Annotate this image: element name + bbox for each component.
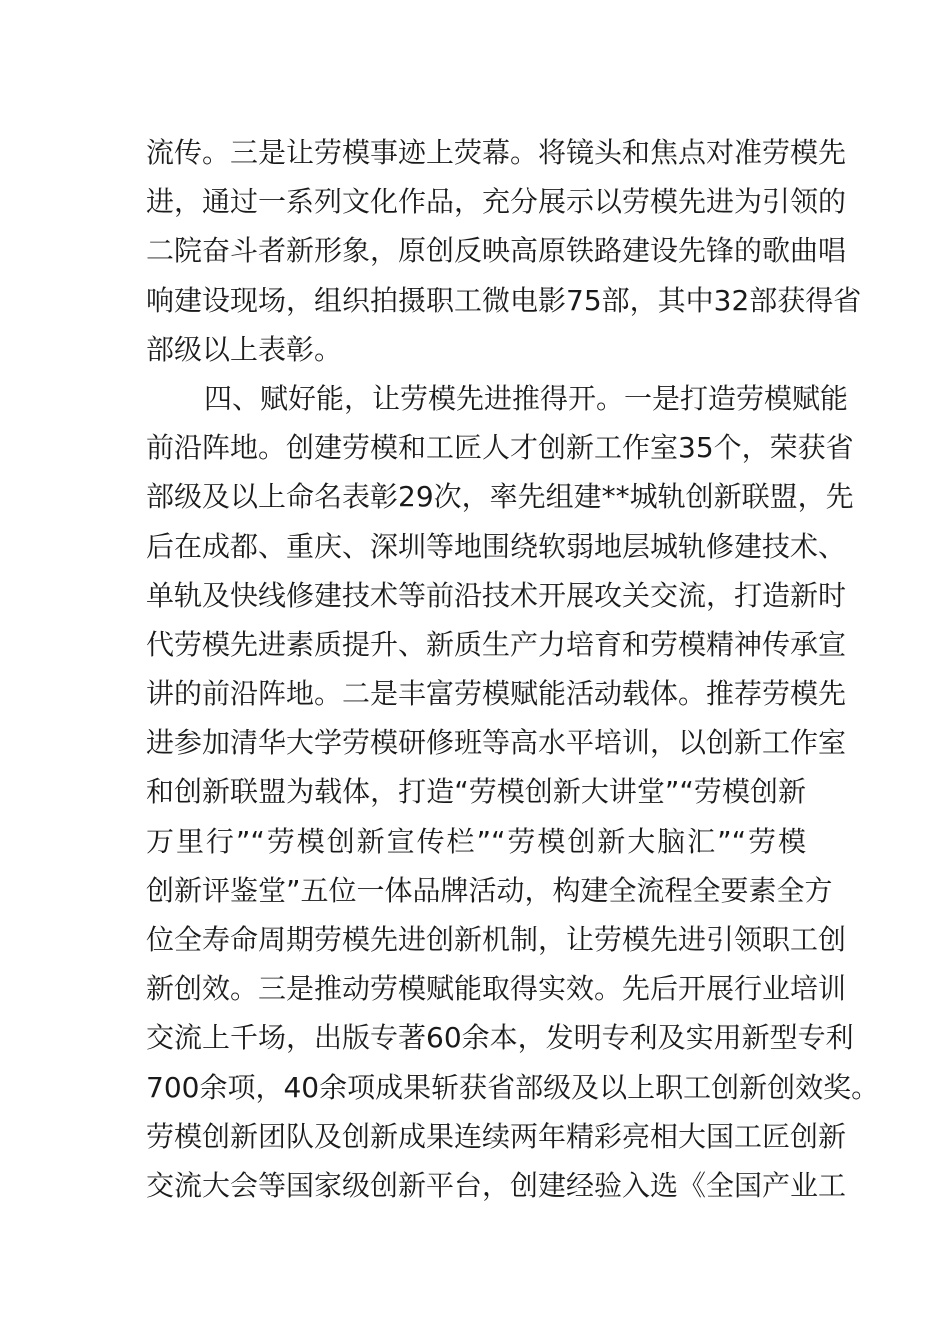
text-line: 700余项，40余项成果斩获省部级及以上职工创新创效奖。 <box>146 1070 880 1104</box>
body-text <box>146 128 880 1210</box>
text-line: 劳模创新团队及创新成果连续两年精彩亮相大国工匠创新 <box>146 1119 847 1153</box>
text-line: 进参加清华大学劳模研修班等高水平培训，以创新工作室 <box>146 726 847 760</box>
text-line: 部级以上表彰。 <box>146 332 343 366</box>
text-line: 位全寿命周期劳模先进创新机制，让劳模先进引领职工创 <box>146 923 847 956</box>
text-line: 新创效。三是推动劳模赋能取得实效。先后开展行业培训 <box>146 972 847 1006</box>
text-line: 交流大会等国家级创新平台，创建经验入选《全国产业工 <box>146 1168 847 1202</box>
text-line: 二院奋斗者新形象，原创反映高原铁路建设先锋的歌曲唱 <box>146 234 847 268</box>
text-line: 后在成都、重庆、深圳等地围绕软弱地层城轨修建技术、 <box>146 529 847 563</box>
text-line: 前沿阵地。创建劳模和工匠人才创新工作室35个，荣获省 <box>146 431 854 465</box>
text-line: 和创新联盟为载体，打造“劳模创新大讲堂”“劳模创新 <box>146 775 806 809</box>
text-line: 创新评鉴堂”五位一体品牌活动，构建全流程全要素全方 <box>146 873 833 907</box>
text-line: 代劳模先进素质提升、新质生产力培育和劳模精神传承宣 <box>146 627 847 661</box>
text-line: 单轨及快线修建技术等前沿技术开展攻关交流，打造新时 <box>146 578 847 612</box>
text-line: 交流上千场，出版专著60余本，发明专利及实用新型专利 <box>146 1021 854 1055</box>
section-heading-line: 四、赋好能，让劳模先进推得开。一是打造劳模赋能 <box>204 381 849 415</box>
text-line: 响建设现场，组织拍摄职工微电影75部，其中32部获得省 <box>146 283 862 317</box>
text-line: 流传。三是让劳模事迹上荧幕。将镜头和焦点对准劳模先 <box>146 136 847 169</box>
text-line: 讲的前沿阵地。二是丰富劳模赋能活动载体。推荐劳模先 <box>146 677 847 711</box>
text-line: 部级及以上命名表彰29次，率先组建**城轨创新联盟，先 <box>146 480 854 514</box>
text-line: 万里行”“劳模创新宣传栏”“劳模创新大脑汇”“劳模 <box>146 824 806 858</box>
text-line: 进，通过一系列文化作品，充分展示以劳模先进为引领的 <box>146 185 847 219</box>
